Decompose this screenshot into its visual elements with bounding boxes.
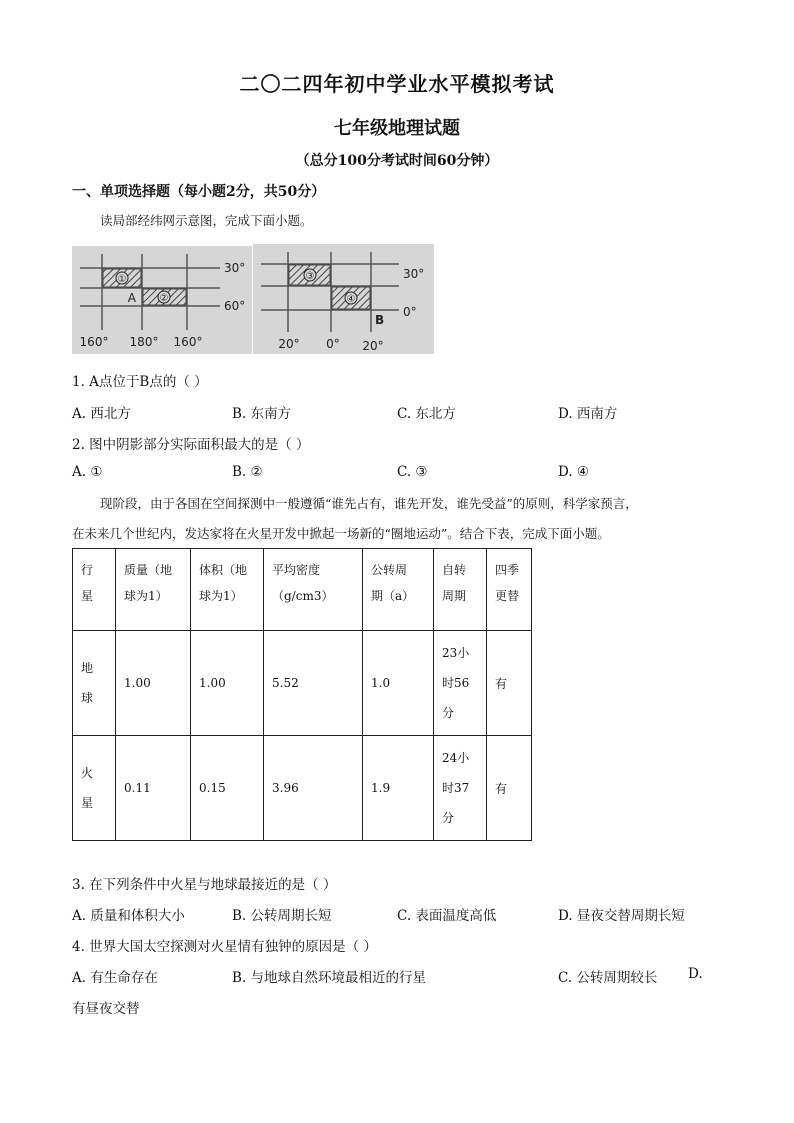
table-cell: 1.00 <box>191 631 264 736</box>
intro-text-2-line-1: 现阶段，由于各国在空间探测中一般遵循“谁先占有，谁先开发，谁先受益”的原则，科学家预言， <box>100 496 638 511</box>
table-header-cell: 质量（地 球为1） <box>116 549 191 631</box>
question-4-option-a[interactable]: A. 有生命存在 <box>72 970 158 986</box>
table-cell: 1.00 <box>116 631 191 736</box>
question-3-option-d[interactable]: D. 昼夜交替周期长短 <box>558 908 685 924</box>
table-header-cell: 自转 周期 <box>434 549 487 631</box>
exam-title: 二〇二四年初中学业水平模拟考试 <box>239 72 555 96</box>
table-cell-rotation: 23小 时56 分 <box>434 631 487 736</box>
table-header-cell: 平均密度 （g/cm3） <box>264 549 363 631</box>
question-4-stem: 4. 世界大国太空探测对火星情有独钟的原因是（ ） <box>72 939 377 955</box>
question-1-option-d[interactable]: D. 西南方 <box>558 406 618 422</box>
lat-label: 30° <box>403 267 425 281</box>
exam-subtitle: 七年级地理试题 <box>334 118 460 139</box>
exam-note: （总分100分考试时间60分钟） <box>295 153 499 169</box>
region-label-4: ④ <box>346 294 356 305</box>
question-1-option-b[interactable]: B. 东南方 <box>232 406 292 422</box>
table-cell: 1.0 <box>363 631 434 736</box>
lon-label: 160° <box>79 335 109 349</box>
lon-label: 180° <box>129 335 159 349</box>
question-2-option-b[interactable]: B. ② <box>232 464 263 480</box>
question-4-option-c[interactable]: C. 公转周期较长 <box>558 970 658 986</box>
table-header-cell: 行 星 <box>73 549 116 631</box>
region-label-3: ③ <box>305 271 315 282</box>
lat-label: 30° <box>224 261 246 275</box>
table-row <box>73 631 532 736</box>
question-3-option-b[interactable]: B. 公转周期长短 <box>232 908 332 924</box>
table-cell: 有 <box>487 736 532 841</box>
question-2-option-d[interactable]: D. ④ <box>558 464 590 480</box>
table-cell: 0.15 <box>191 736 264 841</box>
question-1-option-a[interactable]: A. 西北方 <box>72 406 131 422</box>
question-2-option-c[interactable]: C. ③ <box>397 464 428 480</box>
table-header-cell: 公转周 期（a） <box>363 549 434 631</box>
table-header-cell: 四季 更替 <box>487 549 532 631</box>
table-cell: 5.52 <box>264 631 363 736</box>
table-cell-planet: 火 星 <box>73 736 116 841</box>
question-3-stem: 3. 在下列条件中火星与地球最接近的是（ ） <box>72 877 337 893</box>
table-row <box>73 736 532 841</box>
lon-label: 160° <box>173 335 203 349</box>
question-2-stem: 2. 图中阴影部分实际面积最大的是（ ） <box>72 437 310 453</box>
lon-label: 20° <box>362 339 384 353</box>
question-1-option-c[interactable]: C. 东北方 <box>397 406 456 422</box>
region-label-1: ① <box>117 274 127 285</box>
graticule-figure-left <box>72 246 252 354</box>
table-cell-rotation: 24小 时37 分 <box>434 736 487 841</box>
point-label-a: A <box>127 291 136 305</box>
table-cell: 1.9 <box>363 736 434 841</box>
question-4-option-d[interactable]: D. <box>688 966 703 982</box>
question-4-option-b[interactable]: B. 与地球自然环境最相近的行星 <box>232 970 427 986</box>
lon-label: 20° <box>278 337 300 351</box>
table-header-cell: 体积（地 球为1） <box>191 549 264 631</box>
question-1-stem: 1. A点位于B点的（ ） <box>72 374 208 390</box>
point-label-b: B <box>375 313 385 327</box>
table-cell-planet: 地 球 <box>73 631 116 736</box>
planet-data-table <box>72 548 532 841</box>
intro-text-2-line-2: 在未来几个世纪内，发达家将在火星开发中掀起一场新的“圈地运动”。结合下表，完成下面小题。 <box>72 526 610 541</box>
section-heading: 一、单项选择题（每小题2分，共50分） <box>72 184 326 200</box>
question-3-option-a[interactable]: A. 质量和体积大小 <box>72 908 185 924</box>
question-2-option-a[interactable]: A. ① <box>72 464 103 480</box>
question-4-option-d-continued[interactable]: 有昼夜交替 <box>72 1001 140 1017</box>
table-cell: 0.11 <box>116 736 191 841</box>
lat-label: 60° <box>224 299 246 313</box>
region-label-2: ② <box>159 293 169 304</box>
intro-text-1: 读局部经纬网示意图，完成下面小题。 <box>100 213 313 228</box>
question-3-option-c[interactable]: C. 表面温度高低 <box>397 908 497 924</box>
lon-label: 0° <box>326 337 340 351</box>
table-cell: 有 <box>487 631 532 736</box>
table-cell: 3.96 <box>264 736 363 841</box>
table-header-row <box>73 549 532 631</box>
lat-label: 0° <box>403 305 417 319</box>
graticule-figure-right <box>253 244 434 354</box>
